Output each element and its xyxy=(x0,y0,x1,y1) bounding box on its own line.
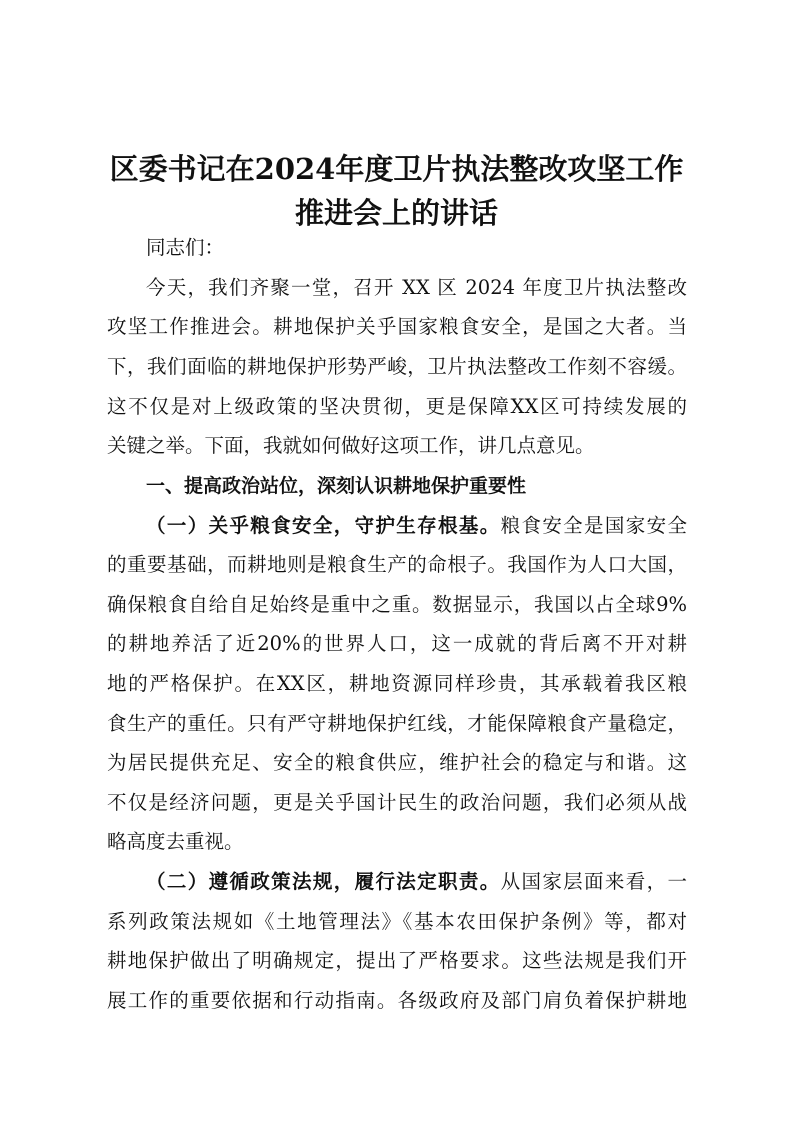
paragraph-1-line: 下，我们面临的耕地保护形势严峻，卫片执法整改工作刻不容缓。 xyxy=(107,355,687,378)
subsection-1-heading: （一）关乎粮食安全，守护生存根基。 xyxy=(146,514,501,537)
document-title-line-1: 区委书记在2024年度卫片执法整改攻坚工作 xyxy=(109,152,684,186)
subsection-1-line: 食生产的重任。只有严守耕地保护红线，才能保障粮食产量稳定， xyxy=(107,712,687,735)
subsection-2-first-line xyxy=(146,862,687,902)
subsection-2-line: 展工作的重要依据和行动指南。各级政府及部门肩负着保护耕地 xyxy=(107,989,687,1012)
subsection-2-line: 耕地保护做出了明确规定，提出了严格要求。这些法规是我们开 xyxy=(107,949,687,972)
subsection-2-heading: （二）遵循政策法规，履行法定职责。 xyxy=(146,870,501,893)
subsection-1-first-line xyxy=(146,506,687,546)
paragraph-1-line: 今天，我们齐聚一堂，召开 XX 区 2024 年度卫片执法整改 xyxy=(146,276,687,299)
subsection-1-line: 略高度去重视。 xyxy=(107,830,244,853)
subsection-2-line: 系列政策法规如《土地管理法》《基本农田保护条例》等，都对 xyxy=(107,910,687,933)
subsection-1-line: 确保粮食自给自足始终是重中之重。数据显示，我国以占全球9% xyxy=(107,593,687,616)
subsection-1-line: 的耕地养活了近20%的世界人口，这一成就的背后离不开对耕 xyxy=(107,632,687,655)
subsection-1-line: 地的严格保护。在XX区，耕地资源同样珍贵，其承载着我区粮 xyxy=(107,672,687,695)
paragraph-1-line: 这不仅是对上级政策的坚决贯彻，更是保障XX区可持续发展的 xyxy=(107,395,687,418)
subsection-1-line: 为居民提供充足、安全的粮食供应，维护社会的稳定与和谐。这 xyxy=(107,751,687,774)
document-title-line-2: 推进会上的讲话 xyxy=(294,196,498,230)
subsection-2-text: 从国家层面来看，一 xyxy=(500,870,687,893)
salutation: 同志们： xyxy=(146,236,225,259)
subsection-1-line: 的重要基础，而耕地则是粮食生产的命根子。我国作为人口大国， xyxy=(107,553,687,576)
subsection-1-text: 粮食安全是国家安全 xyxy=(500,514,687,537)
subsection-1-line: 不仅是经济问题，更是关乎国计民生的政治问题，我们必须从战 xyxy=(107,791,687,814)
paragraph-1-line: 关键之举。下面，我就如何做好这项工作，讲几点意见。 xyxy=(107,434,595,457)
paragraph-1-line: 攻坚工作推进会。耕地保护关乎国家粮食安全，是国之大者。当 xyxy=(107,315,687,338)
section-heading-1: 一、提高政治站位，深刻认识耕地保护重要性 xyxy=(146,475,527,497)
